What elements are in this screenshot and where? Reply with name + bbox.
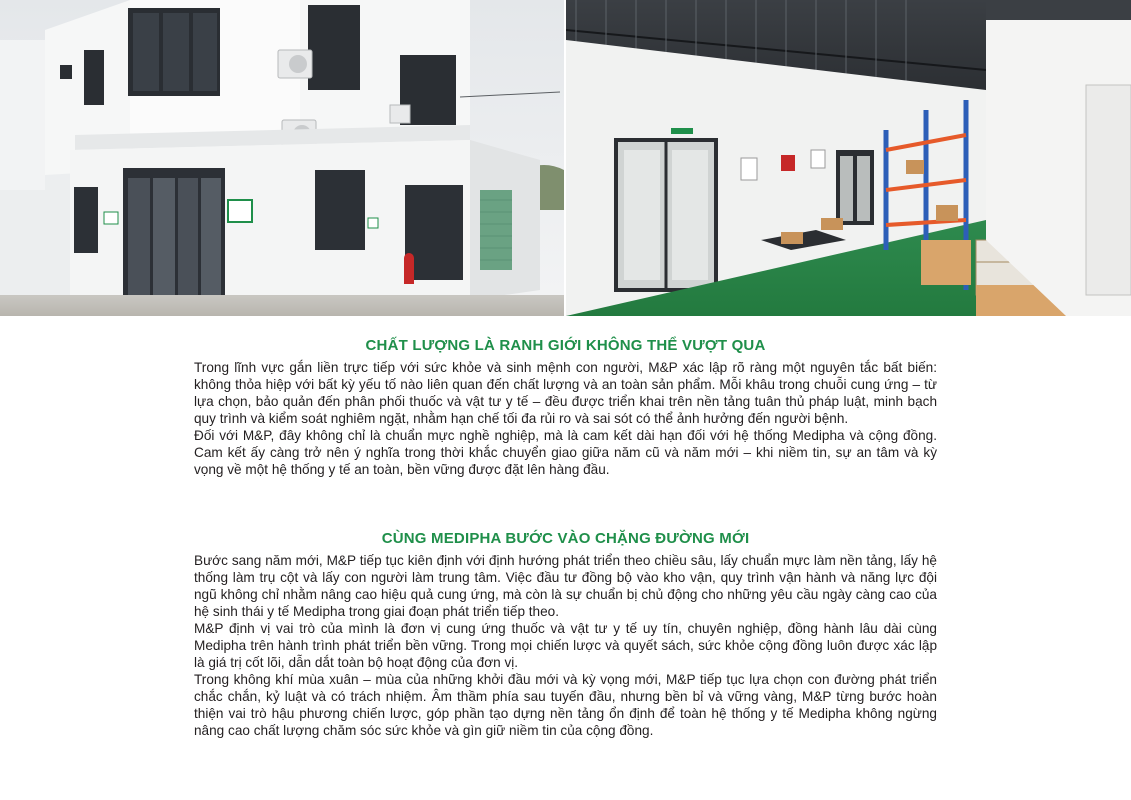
- paragraph: Bước sang năm mới, M&P tiếp tục kiên định với định hướng phát triển theo chiều sâu, lấy chuẩn mực làm nền tảng, lấy hệ thống làm trụ cột và lấy con người làm trung tâm. Việc đầu tư đồng bộ vào kho vận, quy trình vận hành và năng lực đội ngũ không chỉ nhằm nâng cao hiệu quả cung ứng, mà còn là sự chuẩn bị chủ động cho những yêu cầu ngày càng cao của hệ sinh thái y tế Medipha trong giai đoạn phát triển tiếp theo.: [194, 553, 937, 619]
- paragraph: Trong lĩnh vực gắn liền trực tiếp với sức khỏe và sinh mệnh con người, M&P xác lập rõ ràng một nguyên tắc bất biến: không thỏa hiệp với bất kỳ yếu tố nào liên quan đến chất lượng và an toàn sản phẩm. Mỗi khâu trong chuỗi cung ứng – từ lựa chọn, bảo quản đến phân phối thuốc và vật tư y tế – đều được triển khai trên nền tảng tuân thủ pháp luật, minh bạch quy trình và kiểm soát nghiêm ngặt, nhằm hạn chế tối đa rủi ro và sai sót có thể ảnh hưởng đến người bệnh.: [194, 360, 937, 426]
- building-exterior-photo: [0, 0, 564, 316]
- section-body-quality: [194, 359, 937, 478]
- section-body-new-journey: [194, 552, 937, 739]
- section-title-new-journey: CÙNG MEDIPHA BƯỚC VÀO CHẶNG ĐƯỜNG MỚI: [381, 530, 750, 547]
- warehouse-interior-photo: [566, 0, 1131, 316]
- photo-strip: [0, 0, 1131, 316]
- paragraph: M&P định vị vai trò của mình là đơn vị cung ứng thuốc và vật tư y tế uy tín, chuyên nghiệp, đồng hành lâu dài cùng Medipha trên hành trình phát triển bền vững. Trong mọi chiến lược và quyết sách, sức khỏe cộng đồng luôn được xác lập là giá trị cốt lõi, dẫn dắt toàn bộ hoạt động của đơn vị.: [194, 621, 937, 670]
- paragraph: Trong không khí mùa xuân – mùa của những khởi đầu mới và kỳ vọng mới, M&P tiếp tục lựa chọn con đường phát triển chắc chắn, kỷ luật và có trách nhiệm. Âm thầm phía sau tuyến đầu, nhưng bền bỉ và vững vàng, M&P từng bước hoàn thiện vai trò hậu phương chiến lược, góp phần tạo dựng nền tảng ổn định để toàn hệ thống y tế Medipha không ngừng nâng cao chất lượng chăm sóc sức khỏe và gìn giữ niềm tin của cộng đồng.: [194, 672, 937, 738]
- section-title-quality: CHẤT LƯỢNG LÀ RANH GIỚI KHÔNG THỂ VƯỢT QUA: [365, 337, 766, 354]
- paragraph: Đối với M&P, đây không chỉ là chuẩn mực nghề nghiệp, mà là cam kết dài hạn đối với hệ thống Medipha và cộng đồng. Cam kết ấy càng trở nên ý nghĩa trong thời khắc chuyển giao giữa năm cũ và năm mới – khi niềm tin, sự an tâm và kỳ vọng về một hệ thống y tế an toàn, bền vững được đặt lên hàng đầu.: [194, 428, 937, 477]
